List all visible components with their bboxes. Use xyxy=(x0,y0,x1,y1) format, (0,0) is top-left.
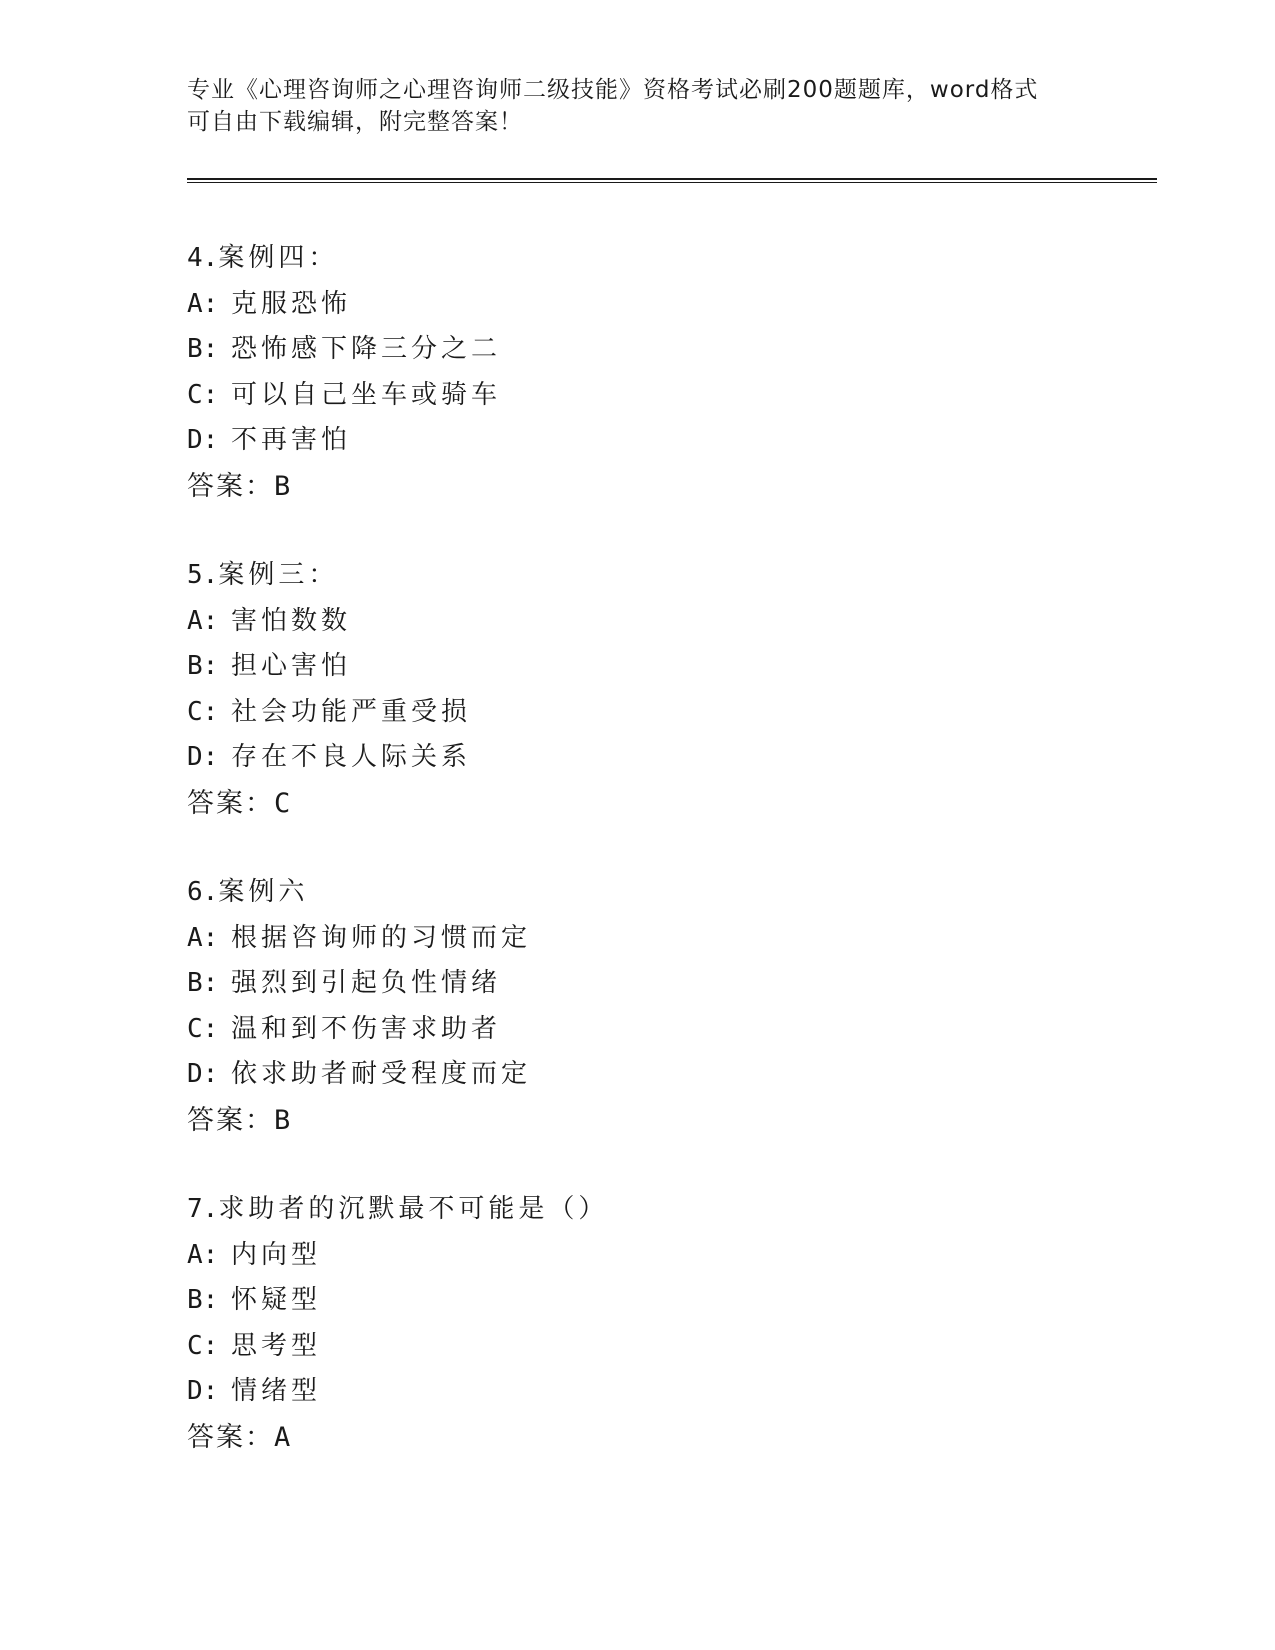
answer-label: 答案： xyxy=(187,1421,274,1453)
option-text: 不再害怕 xyxy=(231,425,352,455)
question-text: 案例四： xyxy=(218,243,339,273)
question-title xyxy=(187,553,1167,599)
answer-value: C xyxy=(274,787,293,819)
option-b xyxy=(187,1278,1167,1324)
answer-line xyxy=(187,1415,1167,1461)
question-item xyxy=(187,870,1167,1143)
question-number: 7. xyxy=(187,1194,219,1224)
option-d xyxy=(187,418,1167,464)
option-c xyxy=(187,373,1167,419)
option-a xyxy=(187,599,1167,645)
option-letter: C: xyxy=(187,1330,219,1361)
question-text: 案例六 xyxy=(218,877,309,907)
option-text: 社会功能严重受损 xyxy=(231,696,472,727)
option-b xyxy=(187,644,1167,690)
option-letter: B: xyxy=(187,1285,219,1315)
answer-value: B xyxy=(274,1104,293,1136)
question-text: 案例三： xyxy=(218,560,339,590)
option-letter: A: xyxy=(187,605,219,636)
option-letter: B: xyxy=(187,651,219,681)
answer-value: B xyxy=(274,470,293,502)
header-line-2: 可自由下载编辑，附完整答案！ xyxy=(187,109,523,135)
option-text: 怀疑型 xyxy=(231,1285,322,1315)
option-a xyxy=(187,916,1167,962)
question-item xyxy=(187,236,1167,509)
option-text: 情绪型 xyxy=(231,1376,322,1406)
answer-label: 答案： xyxy=(187,787,274,819)
answer-value: A xyxy=(274,1421,293,1453)
option-text: 内向型 xyxy=(231,1239,322,1270)
option-text: 温和到不伤害求助者 xyxy=(231,1013,502,1044)
option-text: 担心害怕 xyxy=(231,651,352,681)
option-letter: C: xyxy=(187,379,219,410)
option-letter: D: xyxy=(187,1376,219,1406)
option-a xyxy=(187,1233,1167,1279)
option-letter: D: xyxy=(187,425,219,455)
answer-line xyxy=(187,1098,1167,1144)
option-text: 依求助者耐受程度而定 xyxy=(231,1059,532,1089)
option-a xyxy=(187,282,1167,328)
option-text: 可以自己坐车或骑车 xyxy=(231,379,502,410)
option-c xyxy=(187,690,1167,736)
question-item xyxy=(187,553,1167,826)
option-d xyxy=(187,1369,1167,1415)
option-text: 恐怖感下降三分之二 xyxy=(231,334,502,364)
option-d xyxy=(187,1052,1167,1098)
option-text: 强烈到引起负性情绪 xyxy=(231,968,502,998)
question-number: 5. xyxy=(187,560,219,590)
question-text: 求助者的沉默最不可能是（） xyxy=(218,1194,609,1224)
option-text: 克服恐怖 xyxy=(231,288,352,319)
option-letter: B: xyxy=(187,968,219,998)
option-letter: B: xyxy=(187,334,219,364)
option-letter: A: xyxy=(187,1239,219,1270)
answer-label: 答案： xyxy=(187,470,274,502)
option-c xyxy=(187,1007,1167,1053)
option-letter: C: xyxy=(187,1013,219,1044)
option-d xyxy=(187,735,1167,781)
question-title xyxy=(187,1187,1167,1233)
option-letter: D: xyxy=(187,742,219,772)
question-number: 4. xyxy=(187,243,219,273)
answer-line xyxy=(187,781,1167,827)
option-text: 思考型 xyxy=(231,1330,322,1361)
question-number: 6. xyxy=(187,877,219,907)
header-divider xyxy=(187,178,1157,183)
question-list xyxy=(187,236,1167,1504)
header-line-1: 专业《心理咨询师之心理咨询师二级技能》资格考试必刷200题题库，word格式 xyxy=(187,77,1039,103)
document-header xyxy=(187,74,1087,138)
option-letter: C: xyxy=(187,696,219,727)
question-item xyxy=(187,1187,1167,1460)
answer-label: 答案： xyxy=(187,1104,274,1136)
option-letter: D: xyxy=(187,1059,219,1089)
option-text: 存在不良人际关系 xyxy=(231,742,472,772)
option-b xyxy=(187,961,1167,1007)
option-letter: A: xyxy=(187,288,219,319)
option-c xyxy=(187,1324,1167,1370)
answer-line xyxy=(187,464,1167,510)
question-title xyxy=(187,236,1167,282)
option-letter: A: xyxy=(187,922,219,953)
question-title xyxy=(187,870,1167,916)
option-b xyxy=(187,327,1167,373)
option-text: 害怕数数 xyxy=(231,605,352,636)
option-text: 根据咨询师的习惯而定 xyxy=(231,922,532,953)
